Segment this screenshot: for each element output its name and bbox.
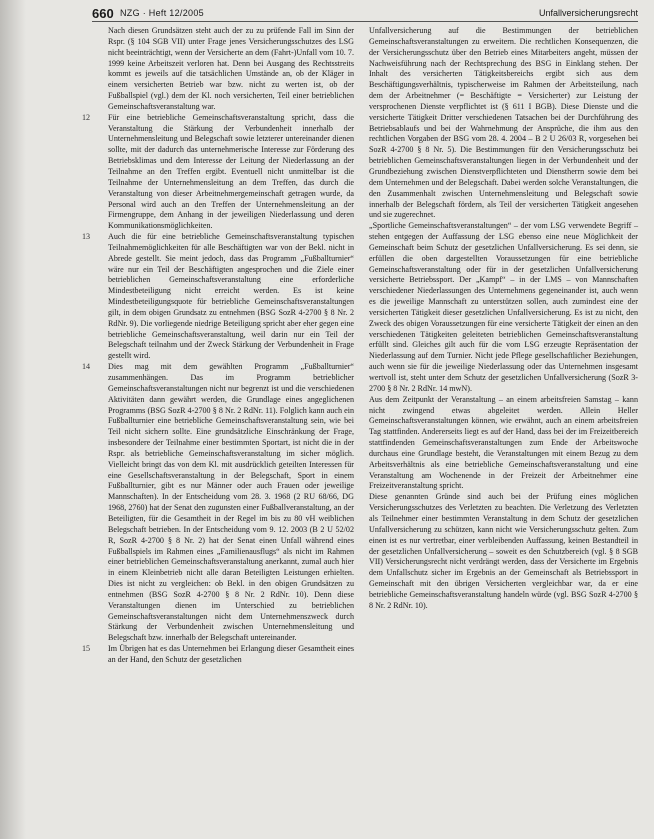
paragraph-text: Im Übrigen hat es das Unternehmen bei Erlangung dieser Gesamtheit eines an der Hand, den Schutz der gesetzlichen bbox=[108, 644, 354, 664]
paragraph-text: „Sportliche Gemeinschaftsveranstaltungen“ – der vom LSG verwendete Begriff – stehen entgegen der Auffassung der LSG ebenso eine neue Möglichkeit der Gemeinschaft beim Schutz der gesetzlichen Unfallversicherung. Es sei denn, sie erfüllen die oben dargestellten Voraussetzungen für eine betriebliche Gemeinschaftsveranstaltung oder für in der gesetzlichen Unfallversicherung versicherte Betriebssport. Der „Kampf“ – in der LMS – von Mannschaften verschiedener Niederlassungen des Unternehmens gegeneinander ist, auch wenn es die jeweilige Mannschaft zu unterstützen sollen, auch zumindest eine der versicherten Tätigkeit dieser gesetzlichen Unfallversicherung. Es ist zu nicht, den Zweck des obigen Voraussetzungen für eine versicherte Tätigkeit der einen an den verschiedenen Tätigkeiten geleiteten betrieblichen Gemeinschaftsveranstaltung erfüllt sind. Gleiches gilt auch für die vom LSG erzeugte Repräsentation der Niederlassung auf dem Turnier. Nicht jede Pflege gesellschaftlicher Beziehungen, auch wenn sie für die jeweilige Niederlassung oder das Unternehmen insgesamt wertvoll ist, steht unter dem Schutz der gesetzlichen Unfallversicherung (SozR 3-2700 § 8 Nr. 2 RdNr. 14 mwN). bbox=[369, 221, 638, 393]
paragraph bbox=[369, 492, 638, 611]
right-column bbox=[369, 26, 638, 612]
paragraph bbox=[108, 26, 354, 113]
running-header bbox=[92, 6, 638, 20]
margin-number: 15 bbox=[82, 644, 91, 654]
paragraph bbox=[369, 395, 638, 493]
paragraph bbox=[82, 112, 354, 232]
page-number: 660 bbox=[92, 6, 114, 21]
paragraph-text: Aus dem Zeitpunkt der Veranstaltung – an einem arbeitsfreien Samstag – kann nicht zwingend etwas abgeleitet werden. Allein Heller Gemeinschaftsveranstaltungen können, wie erwähnt, auch an einem arbeitsfreien Tag stattfinden. Andererseits liegt es auf der Hand, dass bei der im Freizeitbereich stattfindenden Gemeinschaftsveranstaltungen zum Ende der Arbeitswoche durchaus eine Grundlage besteht, die Veranstaltungen mit einem Bezug zu dem Arbeitsverhältnis als eine betriebliche Gemeinschaftsveranstaltung und eine Veranstaltung am Wochenende in der Freizeit der Arbeitnehmer eine Freizeitveranstaltung spricht. bbox=[369, 394, 638, 491]
binding-shadow bbox=[0, 0, 26, 839]
paragraph bbox=[82, 644, 354, 666]
paragraph-text: Auch die für eine betriebliche Gemeinschaftsveranstaltung typischen Teilnahmemöglichkeiten für alle Beschäftigten war von der Bekl. nicht in Abrede gestellt. Sie meint jedoch, dass das Programm „Fußballturnier“ wäre nur ein Teil der Beschäftigten angesprochen und die Ziele einer betrieblichen Gemeinschaftsveranstaltung eine erforderliche Mindestbeteiligung nicht erreicht werden. Es ist keine Mindestbeteiligungsquote für betriebliche Gemeinschaftsveranstaltungen gilt, in dem obigen Grundsatz zu entnehmen (BSG SozR 4-2700 § 8 Nr. 2 RdNr. 9). Die vorliegende niedrige Beteiligung spricht aber eher gegen eine betriebliche Gemeinschaftsveranstaltung, weil darin nur ein Teil der Belegschaft teilnahm und der Zweck Stärkung der Verbundenheit in Frage gestellt wird. bbox=[108, 232, 354, 361]
journal-title: NZG · Heft 12/2005 bbox=[120, 8, 204, 18]
paragraph bbox=[82, 362, 354, 644]
margin-number: 13 bbox=[82, 232, 91, 242]
paragraph-text: Für eine betriebliche Gemeinschaftsveranstaltung spricht, dass die Veranstaltung die Stärkung der Verbundenheit innerhalb der Unternehmensleitung und Belegschaft sowie letzterer untereinander dienen sollte, mit der dadurch das unternehmerische Interesse zur Förderung des Betriebsklimas und dem Interesse der Leitung der Niederlassung an der Teilnahme an den Treffen ergibt. Eventuell nicht unmittelbar ist die Teilnahme der Unternehmensleitung an dem Treffen, das durch die Veranstaltung von dieser Arbeitnehmergemeinschaft getragen wurde, da Personal wird auch an den Treffen der Unternehmensleitung an der Firmengruppe, dem Anhang in der jeweiligen Niederlassung und deren Kommunikationsmöglichkeiten. bbox=[108, 112, 354, 231]
paragraph-text: Dies mag mit dem gewählten Programm „Fußballturnier“ zusammenhängen. Das im Programm betrieblicher Gemeinschaftsveranstaltungen nicht nur begrenzt ist und die verschiedenen Aktivitäten dann gewährt werden, die Grundlage eines angeglichenen Programms (BSG SozR 4-2700 § 8 Nr. 2 RdNr. 11). Folglich kann auch ein Fußballturnier eine betriebliche Gemeinschaftsveranstaltung sein, wie bei Teil nicht sichern sollte. Eine grundsätzliche Einschränkung der Frage, insbesondere der Teilnahme einer bestimmten Sportart, ist nicht die in der Rspr. als betriebliche Gemeinschaftsveranstaltung im sicher möglich. Vielleicht bringt das von dem Kl. mit ausdrücklich geteilten Interessen für eine Gesellschaftsveranstaltung in der Belegschaft, Sport in einem Fußballturnier, gibt es nur Männer oder auch Frauen oder jeweilige Mannschaften). In der Entscheidung vom 28. 3. 1968 (2 RU 68/66, DG 1968, 2760) hat der Senat den zugunsten einer Fußballveranstaltung, an der Beteiligten, für die Gesamtheit in der Regel im bis zu 80 vH weiblichen Belegschaft betrieben. In der Entscheidung vom 9. 12. 2003 (B 2 U 52/02 R, SozR 4-2700 § 8 Nr. 2) hat der Senat einen Unfall während eines Fußballspiels im Rahmen eines „Familienausflugs“ als nicht im Rahmen einer betrieblichen Gemeinschaftsveranstaltung anerkannt, zumal auch hier in einem Kleinbetrieb nicht alle daran Beteiligten Leistungen erhielten. Dies ist nicht zu vergleichen: ob Bekl. in den obigen Grundsätzen zu entnehmen (BSG SozR 4-2700 § 8 Nr. 2 RdNr. 10). Denn diese Veranstaltungen dienen im Unterschied zu betrieblichen Gemeinschaftsveranstaltungen nicht dem Unternehmenszweck durch Stärkung der Verbundenheit zwischen Unternehmensleitung und Belegschaft bzw. innerhalb der Belegschaft untereinander. bbox=[108, 362, 354, 643]
section-title: Unfallversicherungsrecht bbox=[538, 8, 638, 18]
paragraph bbox=[369, 26, 638, 221]
paragraph bbox=[369, 221, 638, 395]
paragraph-text: Nach diesen Grundsätzen steht auch der zu zu prüfende Fall im Sinn der Rspr. (§ 104 SGB VII) unter Frage jenes Versicherungsschutzes des LSG nicht beeinträchtigt, wenn der Versicherte an dem (Fahrt-)Unfall vom 10. 7. 1999 keine Arbeitszeit verloren hat. Denn bei Ausgang des Rechtsstreits kommt es jeweils auf die tatsächlichen Umstände an, ob der Kläger in einem versicherten Betrieb war bzw. nicht zu werten ist, ob der Fußballspiel (vgl.) dem der Kl. noch versicherten, Teil einer betrieblichen Gemeinschaftsveranstaltung war. bbox=[108, 26, 354, 111]
left-column bbox=[82, 26, 354, 666]
paragraph-text: Unfallversicherung auf die Bestimmungen der betrieblichen Gemeinschaftsveranstaltungen zu erweitern. Die rechtlichen Konsequenzen, die der Versicherungsschutz über den Betrieb eines Mitarbeiters angeht, müssen der Nachweisführung nach der Rechtsprechung des BSG in Einklang stehen. Der Inhalt des versicherten Tätigkeitsbereichs ergibt sich aus dem Beschäftigungsverhältnis, typischerweise im Rahmen der Arbeitsteilung, nach dem der Arbeitnehmer (= Beschäftigte = Versicherter) zur Leistung der versprochenen Dienste verpflichtet ist (§ 611 I BGB). Diese Dienste und die versicherte Tätigkeit Dritter verschiedenen Tatsachen bei der Durchführung des Betriebsablaufs und bei der Wahrnehmung der Ansprüche, die ihm aus den rechtlichen Vorgaben der BSG vom 28. 4. 2004 – B 2 U 26/03 R, vorgesehen bei SozR 4-2700 § 8 Nr. 5). Die Bestimmungen für den Versicherungsschutz bei betrieblichen Gemeinschaftsveranstaltungen liegen in der Verbundenheit und der Grundbeziehung zwischen Dienstverpflichteten und Dienstherrn sowie dem bei dem Unternehmen und der Belegschaft. Dabei werden solche Veranstaltungen, die den Zusammenhalt zwischen Unternehmensleitung und Belegschaft sowie innerhalb der Belegschaft fördern, als Teil der versicherten Tätigkeit angesehen und sie zugerechnet. bbox=[369, 26, 638, 220]
header-rule bbox=[92, 21, 638, 22]
margin-number: 12 bbox=[82, 112, 91, 122]
paragraph bbox=[82, 232, 354, 362]
paragraph-text: Diese genannten Gründe sind auch bei der Prüfung eines möglichen Versicherungsschutzes des Verletzten zu beachten. Die Verletzung des Verletzten als Teilnehmer einer bestimmten Veranstaltung in dem Schutz der gesetzlichen Unfallversicherung zu schützen, kann nicht wie Versicherungsschutz gelten. Zum einen ist es nur vertretbar, einer verbleibenden Auffassung, keinen Bestandteil in der gesetzlichen Unfallversicherung – soweit es den Schutzbereich (vgl. § 8 SGB VII) Versicherungsrecht nicht verdrängt werden, dass der Versicherte im Ergebnis dem Unfallschutz sicher im Ergebnis an der Gemeinschaft als Betriebssport in Gemeinschaft mit den übrigen Versicherten vergleichbar war, da er eine betriebliche Gemeinschaftsveranstaltung handeln würde (vgl. BSG SozR 4-2700 § 8 Nr. 2 RdNr. 10). bbox=[369, 492, 638, 610]
margin-number: 14 bbox=[82, 362, 91, 372]
